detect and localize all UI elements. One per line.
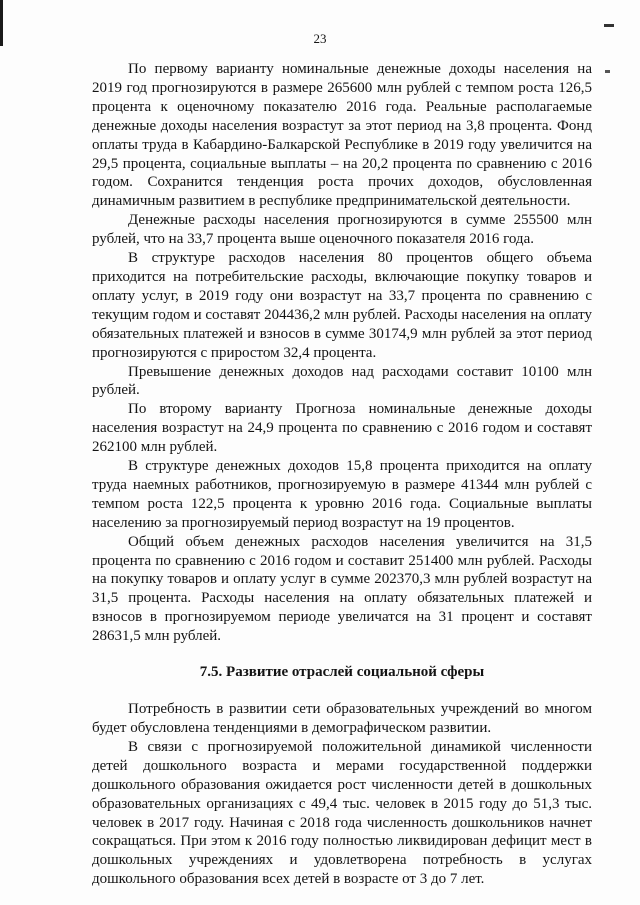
document-body	[92, 60, 592, 889]
scan-artifact-mark	[605, 70, 610, 73]
paragraph: В связи с прогнозируемой положительной динамикой численности детей дошкольного возраста и мерами государственной поддержки дошкольного образования ожидается рост численности детей в дошкольных образовательных организациях с 49,4 тыс. человек в 2015 году до 51,3 тыс. человек в 2017 году. Начиная с 2018 года численность дошкольников начнет сокращаться. При этом к 2016 году полностью ликвидирован дефицит мест в дошкольных учреждениях и удовлетворена потребность в услугах дошкольного образования всех детей в возрасте от 3 до 7 лет.	[92, 738, 592, 888]
paragraph: В структуре денежных доходов 15,8 процента приходится на оплату труда наемных работников, прогнозируемую в размере 41344 млн рублей с темпом роста 122,5 процента к уровню 2016 года. Социальные выплаты населению за прогнозируемый период возрастут на 19 процентов.	[92, 458, 592, 531]
paragraph: По первому варианту номинальные денежные доходы населения на 2019 год прогнозируются в размере 265600 млн рублей с темпом роста 126,5 процента к оценочному показателю 2016 года. Реальные располагаемые денежные доходы населения возрастут за этот период на 3,8 процента. Фонд оплаты труда в Кабардино-Балкарской Республике в 2019 году увеличится на 29,5 процента, социальные выплаты – на 20,2 процента по сравнению с 2016 годом. Сохранится тенденция роста прочих доходов, обусловленная динамичным развитием в республике предпринимательской деятельности.	[92, 61, 592, 210]
paragraph: Общий объем денежных расходов населения увеличится на 31,5 процента по сравнению с 2016 годом и составит 251400 млн рублей. Расходы на покупку товаров и оплату услуг в сумме 202370,3 млн рублей возрастут на 31,5 процента. Расходы населения на оплату обязательных платежей и взносов в прогнозируемом периоде увеличатся на 31 процент и составят 28631,5 млн рублей.	[92, 533, 592, 645]
page-number: 23	[313, 31, 327, 46]
paragraph: Денежные расходы населения прогнозируются в сумме 255500 млн рублей, что на 33,7 процента выше оценочного показателя 2016 года.	[92, 212, 592, 248]
paragraph: Потребность в развитии сети образовательных учреждений во многом будет обусловлена тенденциями в демографическом развитии.	[92, 701, 592, 736]
paragraph: По второму варианту Прогноза номинальные денежные доходы населения возрастут на 24,9 процента по сравнению с 2016 годом и составят 262100 млн рублей.	[92, 401, 592, 456]
paragraph: В структуре расходов населения 80 процентов общего объема приходится на потребительские расходы, включающие покупку товаров и оплату услуг, в 2019 году они возрастут на 33,7 процента по сравнению с текущим годом и составят 204436,2 млн рублей. Расходы населения на оплату обязательных платежей и взносов в сумме 30174,9 млн рублей за этот период прогнозируются с приростом 32,4 процента.	[92, 250, 592, 361]
scan-artifact-mark	[604, 24, 614, 27]
paragraph: Превышение денежных доходов над расходами составит 10100 млн рублей.	[92, 363, 592, 399]
section-heading: 7.5. Развитие отраслей социальной сферы	[199, 664, 485, 681]
